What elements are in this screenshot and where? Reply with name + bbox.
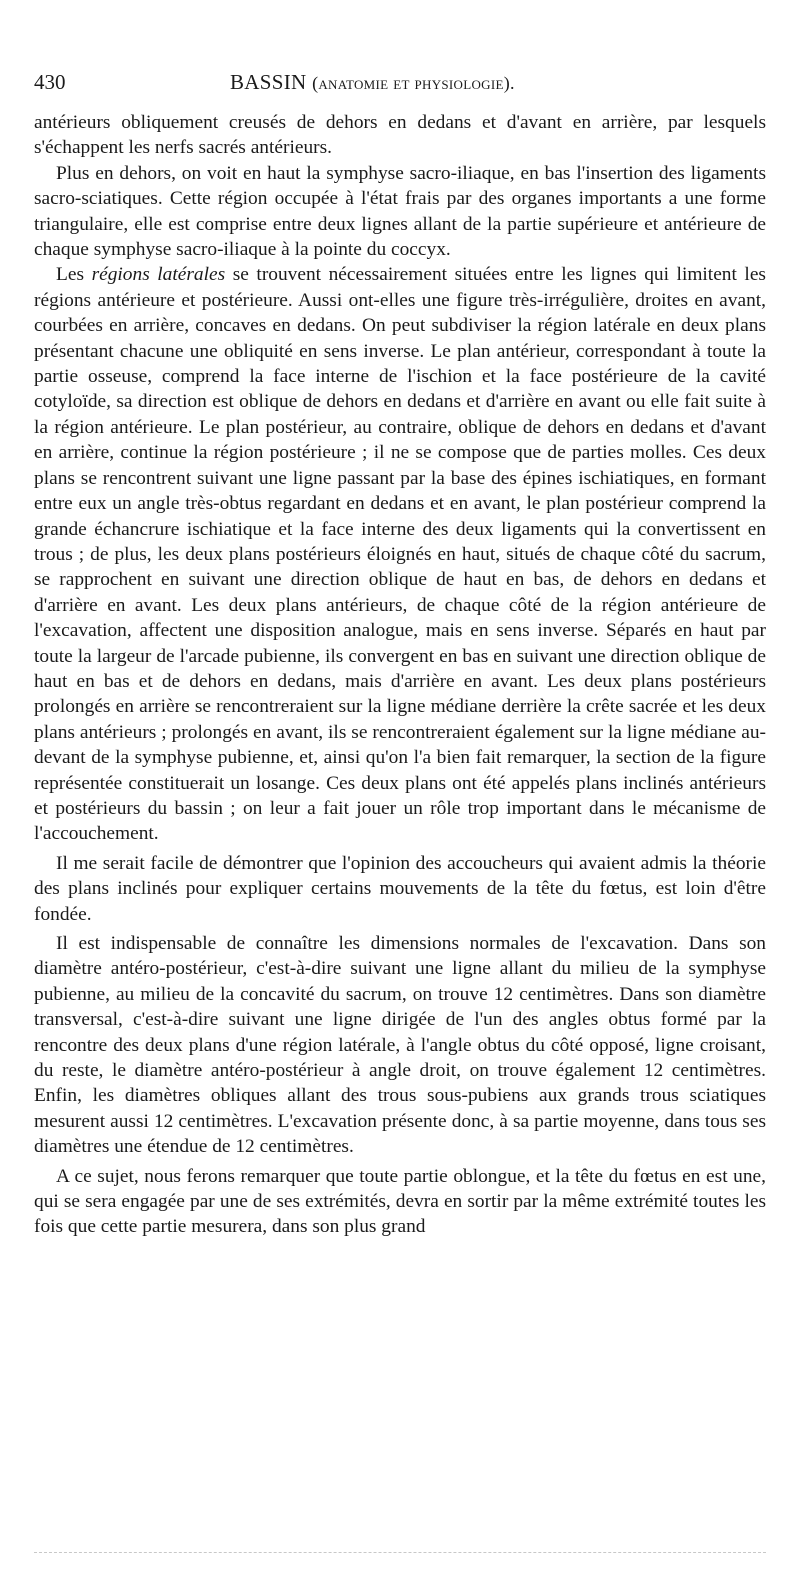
footer-divider — [34, 1552, 766, 1553]
paragraph-continued: antérieurs obliquement creusés de dehors en dedans et d'avant en arrière, par lesquels s'échappent les nerfs sacrés antérieurs. — [34, 112, 766, 159]
page-header — [34, 62, 766, 102]
page-number: 430 — [34, 70, 66, 94]
running-head — [230, 62, 515, 103]
paragraph: Il est indispensable de connaître les dimensions normales de l'excavation. Dans son diamètre antéro-postérieur, c'est-à-dire suivant une ligne allant du milieu de la symphyse pubienne, au milieu de la concavité du sacrum, on trouve 12 centimètres. Dans son diamètre transversal, c'est-à-dire suivant une ligne dirigée de l'un des angles obtus formé par la rencontre des deux plans d'une région latérale, à l'angle obtus du côté opposé, ligne croisant, du reste, le diamètre antéro-postérieur à angle droit, on trouve également 12 centimètres. Enfin, les diamètres obliques allant des trous sous-pubiens aux grands trous sciatiques mesurent aussi 12 centimètres. L'excavation présente donc, à sa partie moyenne, dans tous ses diamètres une étendue de 12 centimètres. — [34, 933, 766, 1158]
running-head-sub: (anatomie et physiologie). — [312, 73, 515, 93]
paragraph: Il me serait facile de démontrer que l'opinion des accoucheurs qui avaient admis la théorie des plans inclinés pour expliquer certains mouvements de la tête du fœtus, est loin d'être fondée. — [34, 852, 766, 925]
paragraph: A ce sujet, nous ferons remarquer que toute partie oblongue, et la tête du fœtus en est une, qui se sera engagée par une de ses extrémités, devra en sortir par la même extrémité toutes les fois que cette partie mesurera, dans son plus grand — [34, 1165, 766, 1238]
paragraph-lateral-regions — [34, 262, 766, 846]
body-text — [34, 110, 766, 1240]
paragraph: Plus en dehors, on voit en haut la symphyse sacro-iliaque, en bas l'insertion des ligaments sacro-sciatiques. Cette région occupée à l'état frais par des organes importants a une forme triangulaire, elle est comprise entre deux lignes allant de la partie supérieure et antérieure de chaque symphyse sacro-iliaque à la pointe du coccyx. — [34, 162, 766, 261]
document-page — [34, 62, 766, 1240]
paragraph-lead: Les — [56, 264, 92, 286]
emphasis-term: régions latérales — [91, 264, 226, 286]
running-head-main: BASSIN — [230, 70, 307, 94]
paragraph-body: se trouvent nécessairement situées entre les lignes qui limitent les régions antérieure et postérieure. Aussi ont-elles une figure très-irrégulière, droites en avant, courbées en arrière, concaves en dedans. On peut subdiviser la région latérale en deux plans présentant chacune une obliquité en sens inverse. Le plan antérieur, correspondant à toute la partie osseuse, comprend la face interne de l'ischion et la face postérieure de la cavité cotyloïde, sa direction est oblique de dehors en dedans et d'arrière en avant ou elle fait suite à la région antérieure. Le plan postérieur, au contraire, oblique de dehors en dedans et d'avant en arrière, continue la région postérieure ; il ne se compose que de parties molles. Ces deux plans se rencontrent suivant une ligne passant par la base des épines ischiatiques, en formant entre eux un angle très-obtus regardant en dedans et en avant, le plan postérieur comprend la grande échancrure ischiatique et la face interne des deux ligaments qui la convertissent en trous ; de plus, les deux plans postérieurs éloignés en haut, situés de chaque côté du sacrum, se rapprochent en suivant une direction oblique de haut en bas, de dehors en dedans et d'arrière en avant. Les deux plans antérieurs, de chaque côté de la région antérieure de l'excavation, affectent une disposition analogue, mais en sens inverse. Séparés en haut par toute la largeur de l'arcade pubienne, ils convergent en bas en suivant une direction oblique de haut en bas et de dehors en dedans, mais d'arrière en avant. Les deux plans postérieurs prolongés en arrière se rencontreraient sur la ligne médiane derrière la crête sacrée et les deux plans antérieurs ; prolongés en avant, ils se rencontreraient également sur la ligne médiane au-devant de la symphyse pubienne, et, ainsi qu'on l'a bien fait remarquer, la section de la figure représentée constituerait un losange. Ces deux plans ont été appelés plans inclinés antérieurs et postérieurs du bassin ; on leur a fait jouer un rôle trop important dans le mécanisme de l'accouchement. — [34, 264, 766, 845]
